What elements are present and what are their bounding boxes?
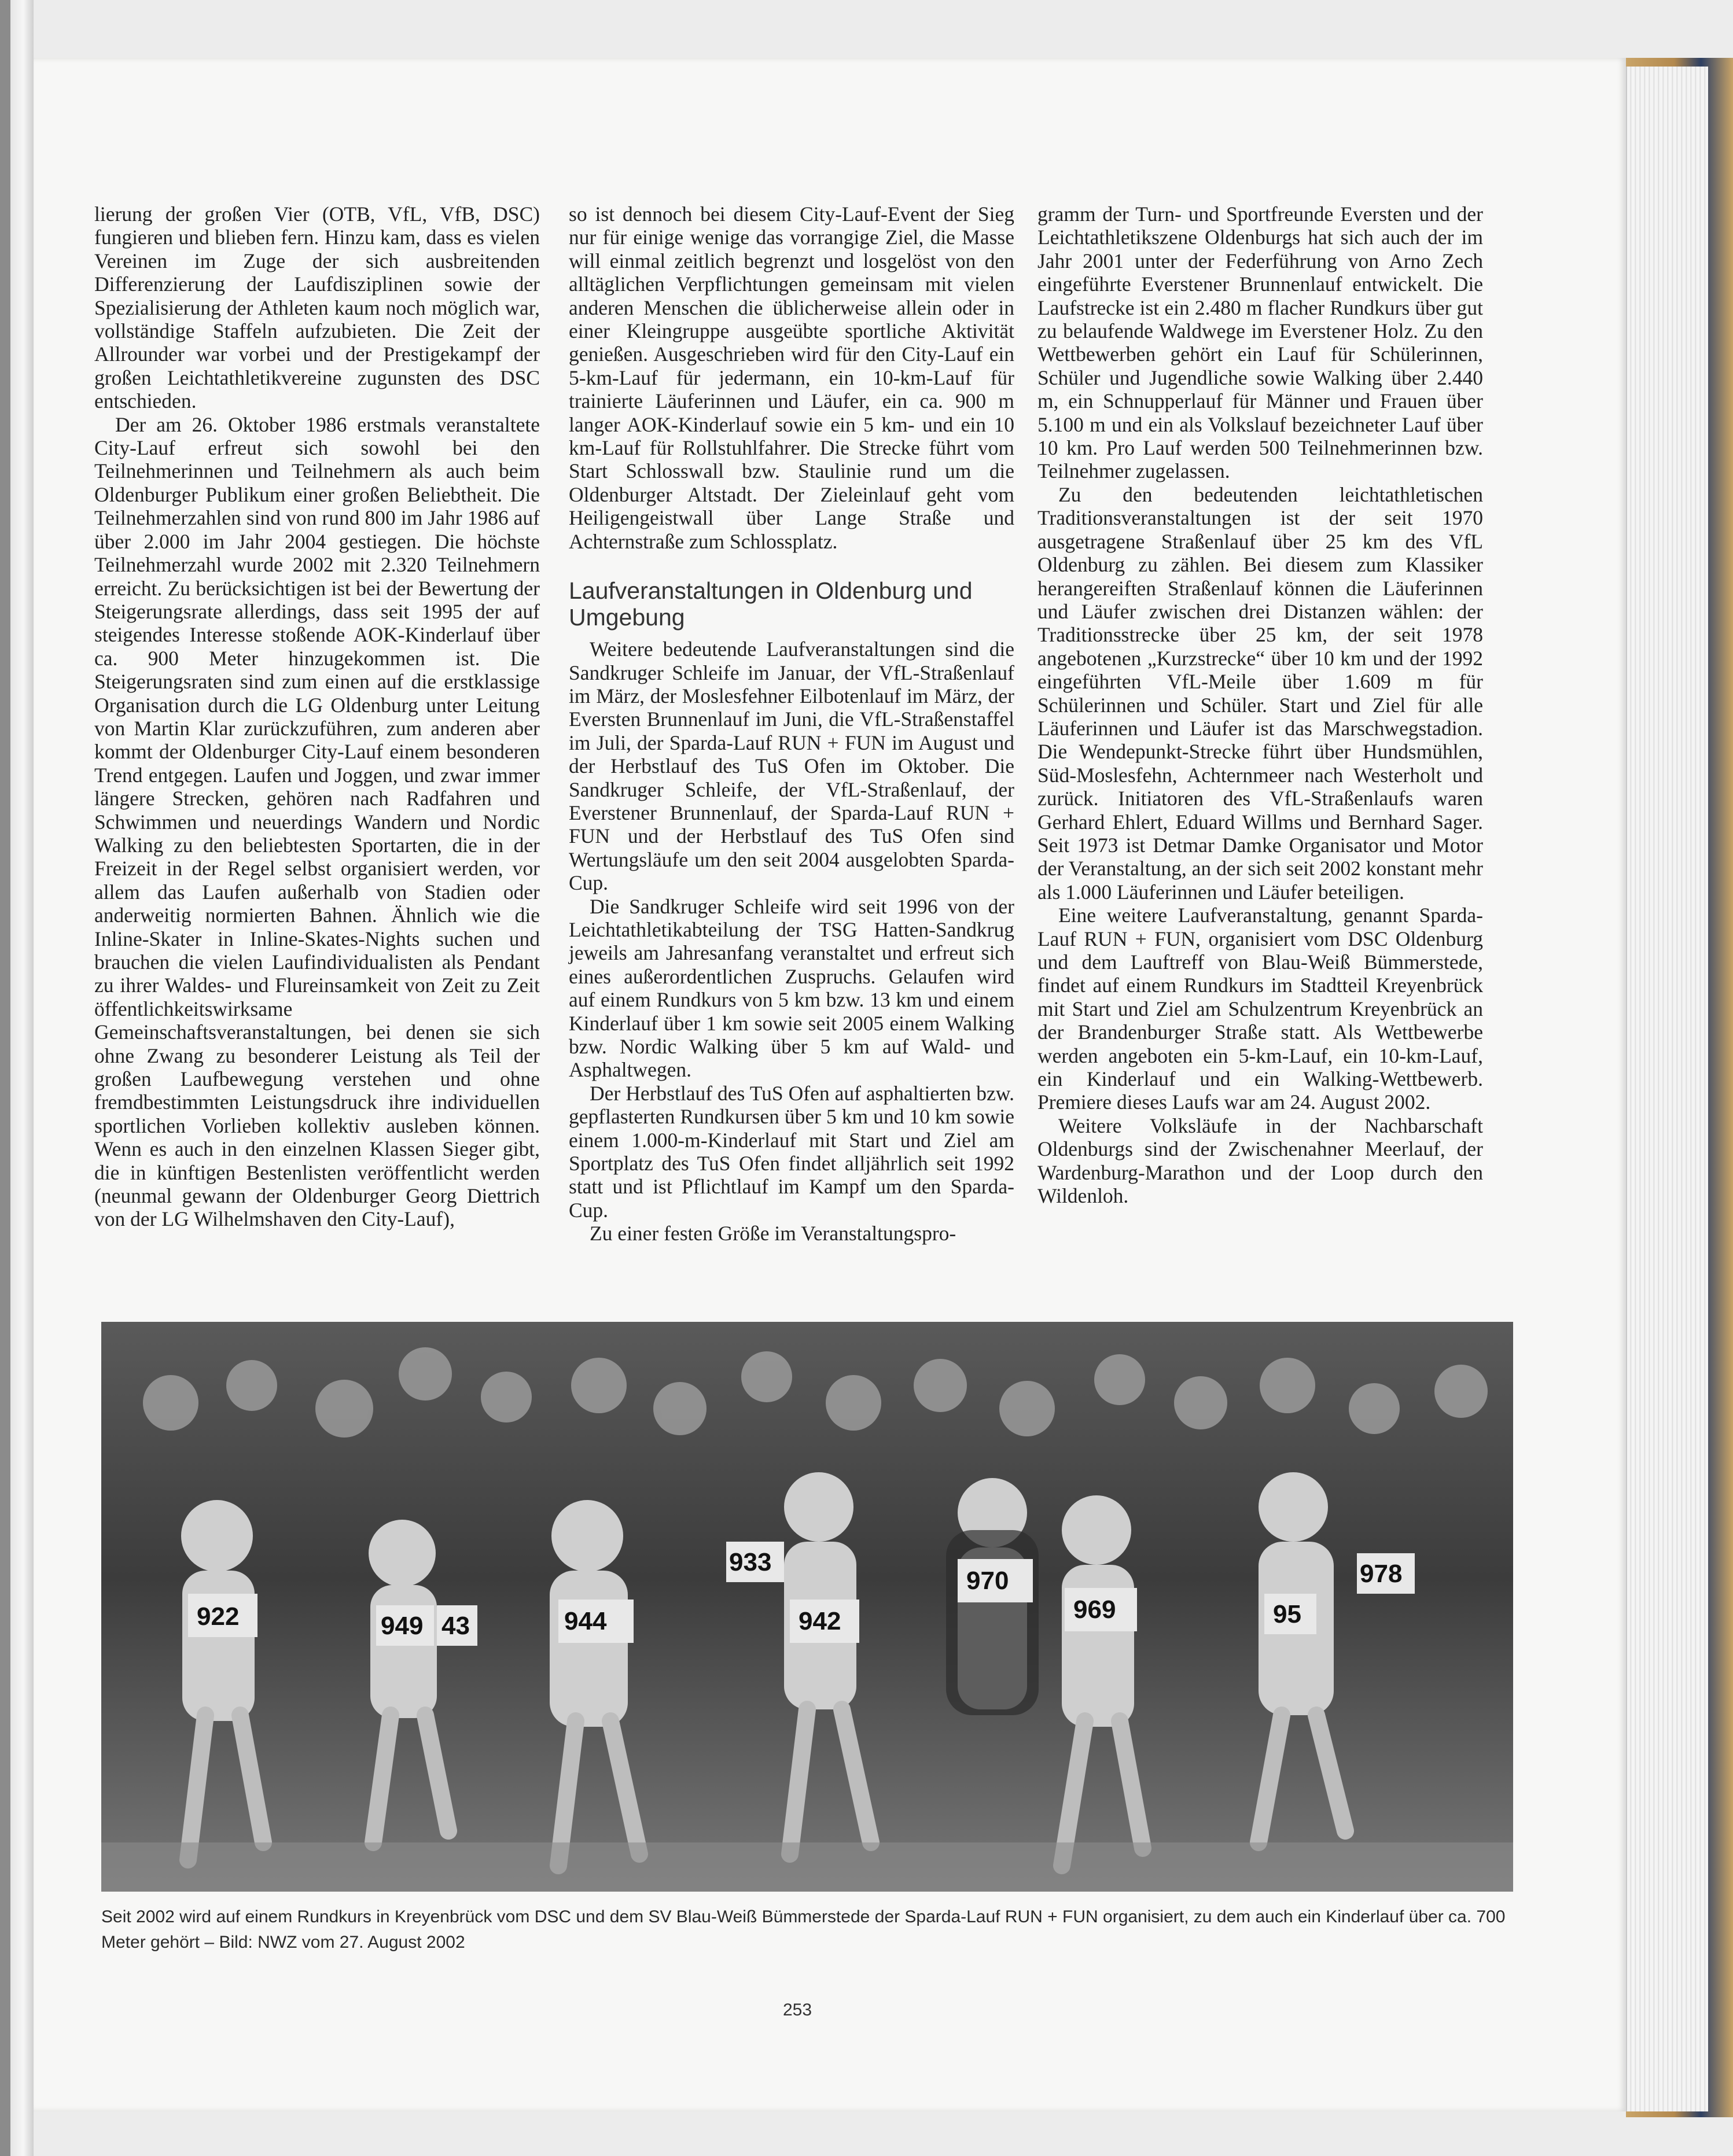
page-stack-edge (1626, 67, 1708, 2111)
bib-978: 978 (1360, 1560, 1403, 1588)
photo-scene (101, 1322, 1513, 1892)
section-heading: Laufveranstaltungen in Oldenburg und Umgebung (569, 577, 973, 631)
text-column-1 (94, 202, 540, 1231)
paragraph: Eine weitere Laufveranstaltung, genannt Sparda-Lauf RUN + FUN, organisiert vom DSC Oldenburg und dem Lauftreff von Blau-Weiß Bümmerstede, findet auf einem Rundkurs im Stadtteil Kreyenbrück mit Start und Ziel am Schulzentrum Kreyenbrück an der Brandenburger Straße statt. Als Wettbewerbe werden angeboten ein 5-km-Lauf, ein 10-km-Lauf, ein Kinderlauf und ein Walking-Wettbewerb. Premiere dieses Laufs war am 24. August 2002. (1037, 904, 1483, 1114)
page-number: 253 (782, 2000, 812, 2019)
paragraph: gramm der Turn- und Sportfreunde Eversten und der Leichtathletikszene Oldenburgs hat sich auch der im Jahr 2001 unter der Federführung von Arno Zech eingeführte Everstener Brunnenlauf entwickelt. Die Laufstrecke ist ein 2.480 m flacher Rundkurs über gut zu belaufende Waldwege im Everstener Holz. Zu den Wettbewerben gehört ein Lauf für Schülerinnen, Schüler und Jugendliche sowie Walking über 2.440 m, ein Schnupperlauf für Männer und Frauen über 5.100 m und ein als Volkslauf bezeichneter Lauf über 10 km. Pro Lauf werden 500 Teilnehmerinnen bzw. Teilnehmer zugelassen. (1037, 202, 1483, 483)
text-column-3 (1037, 202, 1483, 1207)
paragraph: Der am 26. Oktober 1986 erstmals veranstaltete City-Lauf erfreut sich sowohl bei den Teilnehmerinnen und Teilnehmern als auch beim Oldenburger Publikum einer großen Beliebtheit. Die Teilnehmerzahlen sind von rund 800 im Jahr 1986 auf über 2.000 im Jahr 2004 gestiegen. Die höchste Teilnehmerzahl wurde 2002 mit 2.320 Teilnehmern erreicht. Zu berücksichtigen ist bei der Bewertung der Steigerungsrate allerdings, dass seit 1995 der auf steigendes Interesse stoßende AOK-Kinderlauf über ca. 900 Meter hinzugekommen ist. Die Steigerungsraten sind zum einen auf die erstklassige Organisation durch die LG Oldenburg unter Leitung von Martin Klar zurückzuführen, zum anderen aber kommt der Oldenburger City-Lauf einem besonderen Trend entgegen. Laufen und Joggen, und zwar immer längere Strecken, gehören nach Radfahren und Schwimmen und neuerdings Wandern und Nordic Walking zu den beliebtesten Sportarten, die in der Freizeit in der Regel selbst organisiert werden, vor allem das Laufen außerhalb von Stadien oder anderweitig normierten Bahnen. Ähnlich wie die Inline-Skater in Inline-Skates-Nights suchen und brauchen die vielen Laufindividualisten als Pendant zu ihrer Waldes- und Flureinsamkeit von Zeit zu Zeit öffentlichkeitswirksame Gemeinschaftsveranstaltungen, bei denen sie sich ohne Zwang zu besonderer Leistung als Teil der großen Laufbewegung verstehen und ohne fremdbestimmten Leistungsdruck ihre individuellen sportlichen Vorlieben kollektiv ausleben können. Wenn es auch in den einzelnen Klassen Sieger gibt, die in künftigen Bestenlisten veröffentlicht werden (neunmal gewann der Oldenburger Georg Diettrich von der LG Wilhelmshaven den City-Lauf), (94, 412, 540, 1231)
bib-970: 970 (966, 1567, 1009, 1595)
paragraph: Zu einer festen Größe im Veranstaltungspro- (590, 1222, 956, 1245)
bib-944: 944 (564, 1607, 607, 1635)
book-spine (0, 0, 10, 2156)
bib-949: 949 (381, 1612, 424, 1640)
paragraph: Weitere Volksläufe in der Nachbarschaft Oldenburgs sind der Zwischenahner Meerlauf, der Wardenburg-Marathon und der Loop durch den Wildenloh. (1037, 1114, 1483, 1208)
paragraph: so ist dennoch bei diesem City-Lauf-Event der Sieg nur für einige wenige das vorrangige Ziel, die Masse will einmal zeitlich begrenzt und losgelöst von den alltäglichen Verpflichtungen gemeinsam mit vielen anderen Menschen die üblicherweise allein oder in einer Kleingruppe ausgeübte sportliche Aktivität genießen. Ausgeschrieben wird für den City-Lauf ein 5-km-Lauf für jedermann, ein 10-km-Lauf für trainierte Läuferinnen und Läufer, ein ca. 900 m langer AOK-Kinderlauf sowie ein 5 km- und ein 10 km-Lauf für Rollstuhlfahrer. Die Strecke führt vom Start Schlosswall bzw. Staulinie rund um die Oldenburger Altstadt. Der Zieleinlauf geht vom Heiligengeistwall über Lange Straße und Achternstraße zum Schlossplatz. (569, 202, 1014, 553)
photo-caption: Seit 2002 wird auf einem Rundkurs in Kreyenbrück vom DSC und dem SV Blau-Weiß Bümmerstede der Sparda-Lauf RUN + FUN organisiert, zu dem auch ein Kinderlauf über ca. 700 Meter gehört – Bild: NWZ vom 27. August 2002 (101, 1907, 1506, 1952)
bib-969: 969 (1073, 1595, 1116, 1624)
paragraph: Weitere bedeutende Laufveranstaltungen sind die Sandkruger Schleife im Januar, der VfL-Straßenlauf im März, der Moslesfehner Eilbotenlauf im März, der Eversten Brunnenlauf im Juni, die VfL-Straßenstaffel im Juli, der Sparda-Lauf RUN + FUN im August und der Herbstlauf des TuS Ofen im Oktober. Die Sandkruger Schleife, der VfL-Straßenlauf, der Everstener Brunnenlauf, der Sparda-Lauf RUN + FUN und der Herbstlauf des TuS Ofen sind Wertungsläufe um den seit 2004 ausgelobten Sparda-Cup. (569, 637, 1014, 895)
bib-95: 95 (1273, 1600, 1301, 1628)
bib-43: 43 (441, 1612, 470, 1640)
bib-922: 922 (197, 1602, 240, 1631)
paragraph: Zu den bedeutenden leichtathletischen Traditionsveranstaltungen ist der seit 1970 ausgetragene Straßenlauf über 25 km des VfL Oldenburg zu zählen. Bei diesem zum Klassiker herangereiften Straßenlauf können die Läuferinnen und Läufer zwischen drei Distanzen wählen: der Traditionsstrecke über 25 km, der seit 1978 angebotenen „Kurzstrecke“ über 10 km und der 1992 eingeführten VfL-Meile über 1.609 m für Schülerinnen und Schüler. Start und Ziel für alle Läuferinnen und Läufer ist das Marschwegstadion. Die Wendepunkt-Strecke führt über Hundsmühlen, Süd-Moslesfehn, Achternmeer nach Westerholt und zurück. Initiatoren des VfL-Straßenlaufs waren Gerhard Ehlert, Eduard Willms und Bernhard Sager. Seit 1973 ist Detmar Damke Organisator und Motor der Veranstaltung, an der sich seit 2002 konstant mehr als 1.000 Läuferinnen und Läufer beteiligen. (1037, 482, 1483, 904)
text-column-2 (569, 202, 1014, 1245)
paragraph: Die Sandkruger Schleife wird seit 1996 von der Leichtathletikabteilung der TSG Hatten-Sandkrug jeweils am Jahresanfang veranstaltet und erfreut sich eines außerordentlichen Zuspruchs. Gelaufen wird auf einem Rundkurs von 5 km bzw. 13 km und einem Kinderlauf über 1 km sowie seit 2005 einem Walking bzw. Nordic Walking über 5 km auf Wald- und Asphaltwegen. (569, 894, 1014, 1082)
paragraph: lierung der großen Vier (OTB, VfL, VfB, DSC) fungieren und blieben fern. Hinzu kam, dass es vielen Vereinen im Zuge der sich ausbreitenden Differenzierung der Laufdisziplinen sowie der Spezialisierung der Athleten kaum noch möglich war, vollständige Staffeln aufzubieten. Die Zeit der Allrounder war vorbei und der Prestigekampf der großen Leichtathletikvereine zugunsten des DSC entschieden. (94, 202, 540, 413)
bib-942: 942 (799, 1607, 841, 1635)
race-photo (101, 1322, 1513, 1892)
paragraph: Der Herbstlauf des TuS Ofen auf asphaltierten bzw. gepflasterten Rundkursen über 5 km und 10 km sowie einem 1.000-m-Kinderlauf mit Start und Ziel am Sportplatz des TuS Ofen findet alljährlich seit 1992 statt und ist Pflichtlauf im Kampf um den Sparda-Cup. (569, 1081, 1014, 1222)
book-page (34, 58, 1626, 2111)
bib-933: 933 (729, 1548, 772, 1576)
